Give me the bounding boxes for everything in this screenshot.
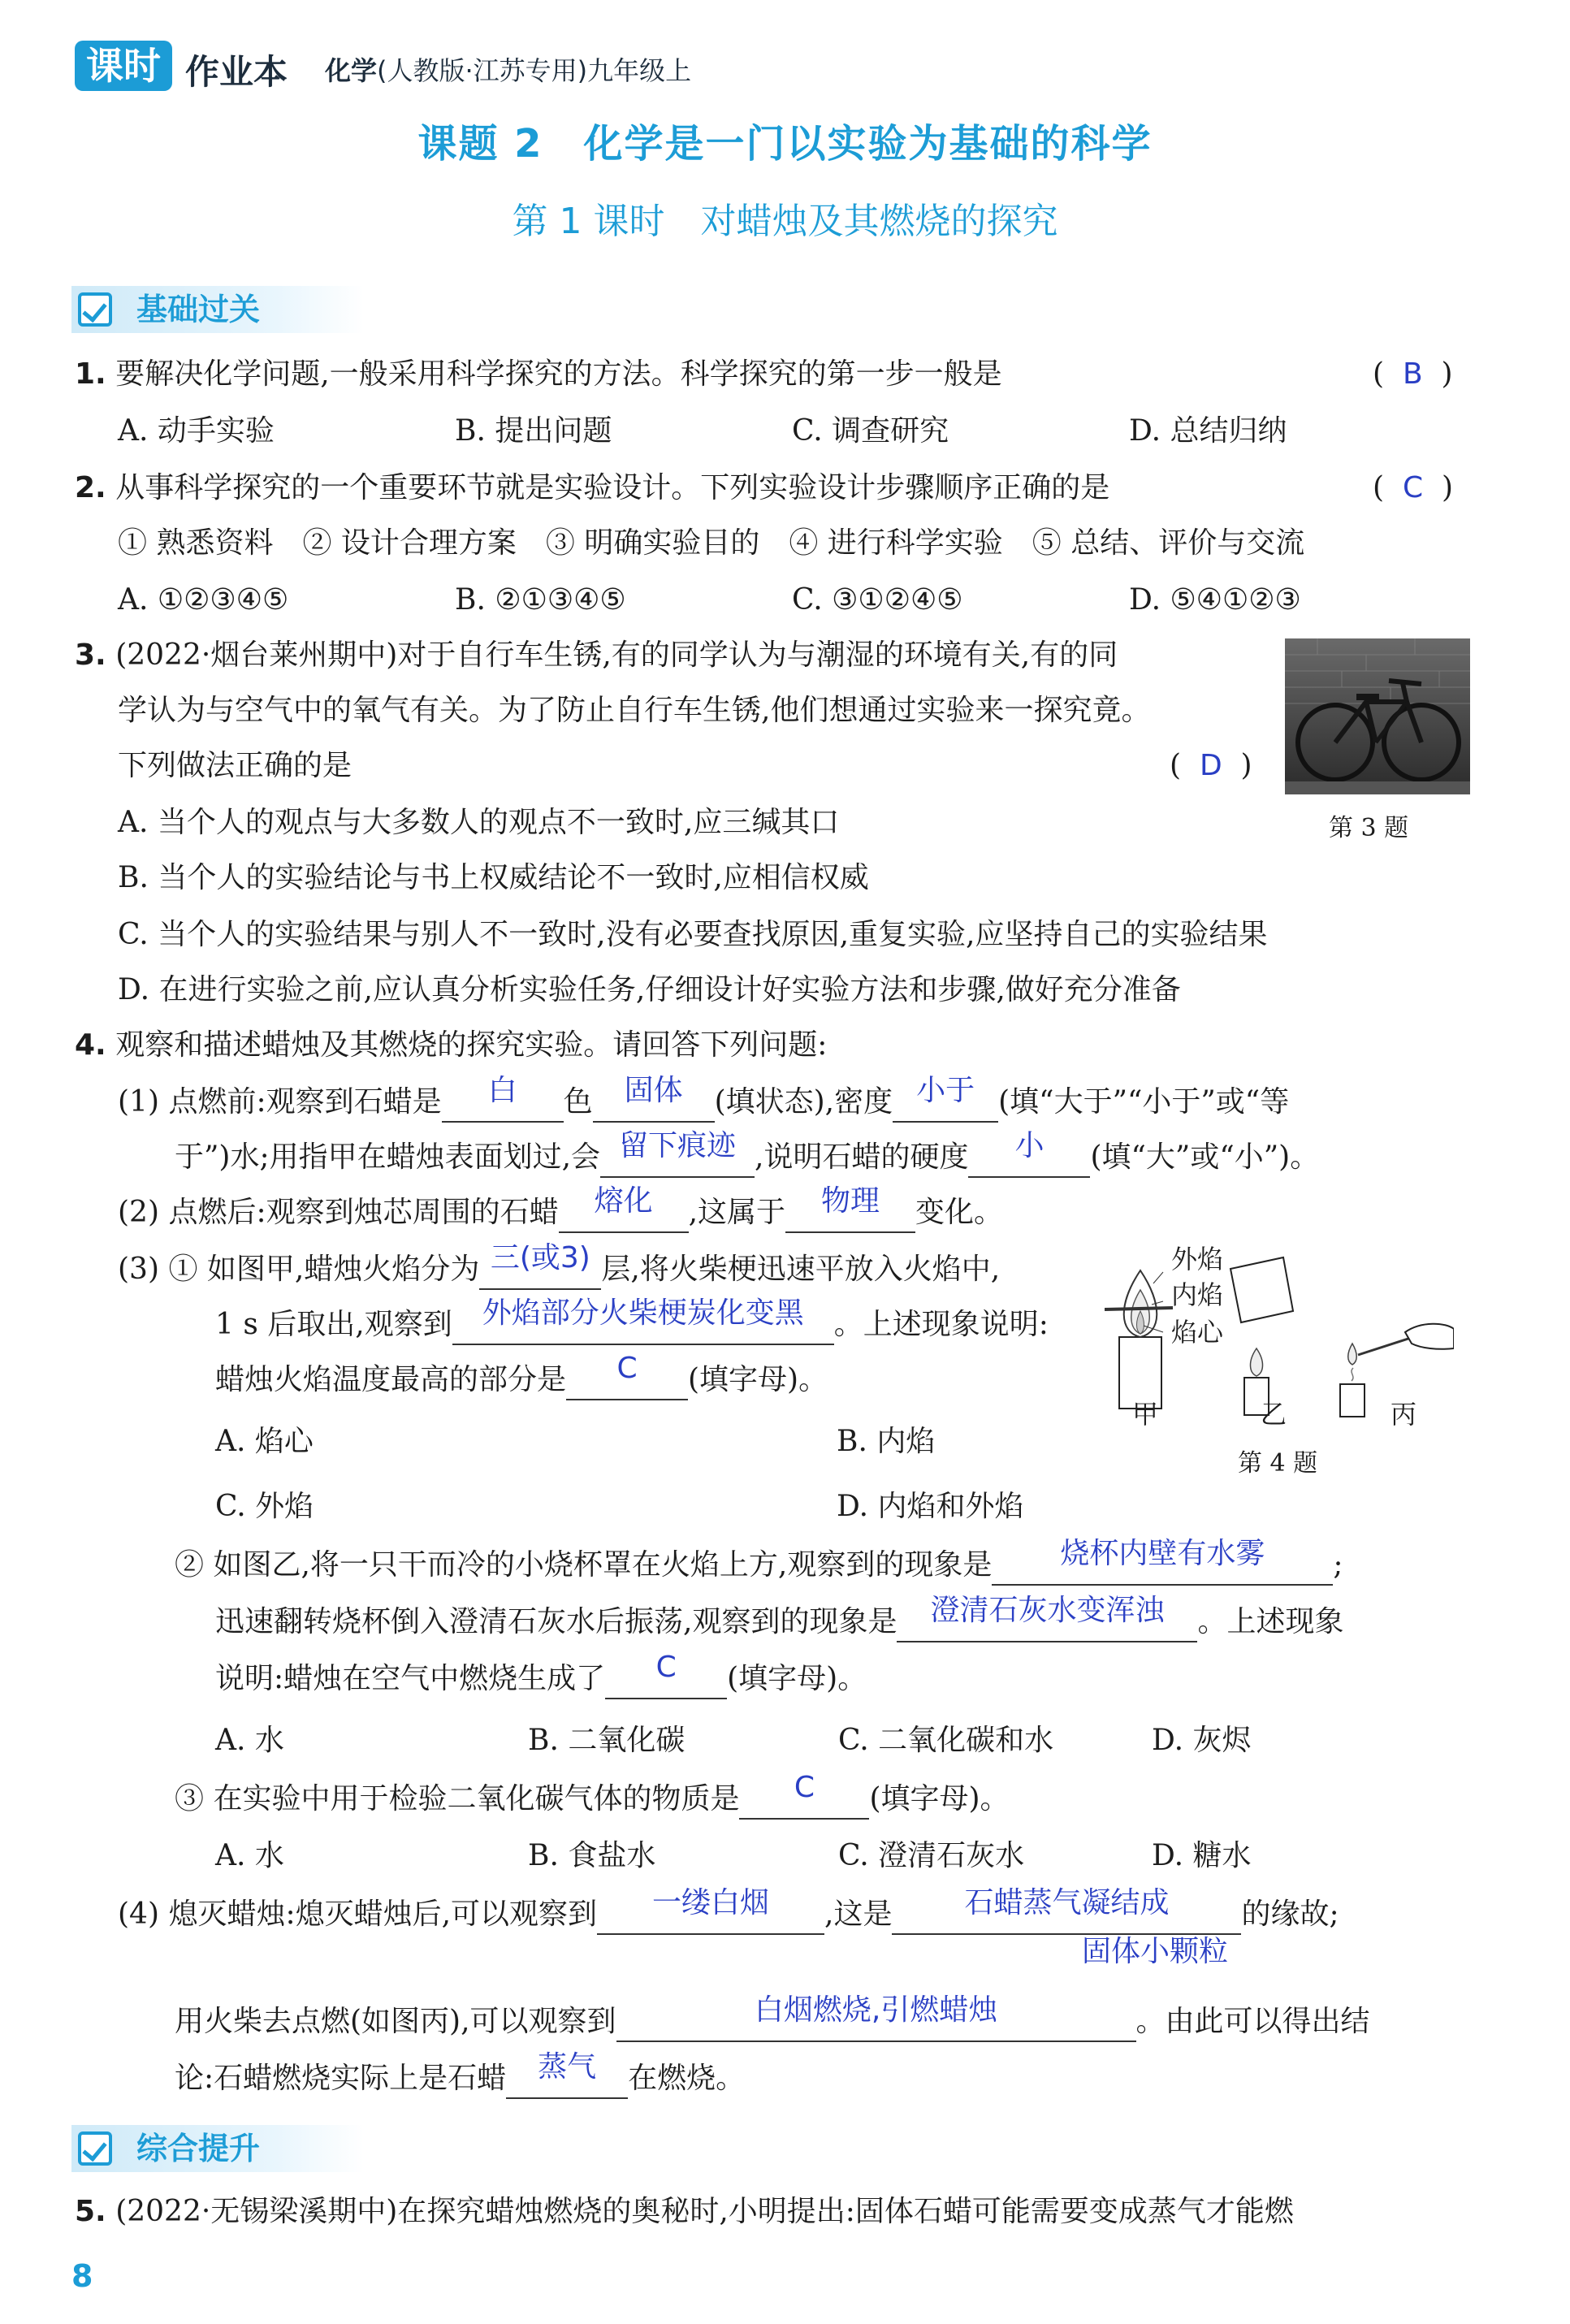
q4-part4-line1: (4) 熄灭蜡烛:熄灭蜡烛后,可以观察到 一缕白烟 ,这是 石蜡蒸气凝结成 的缘故;	[118, 1896, 1339, 1935]
q4-part4-line2: 用火柴去点燃(如图丙),可以观察到 白烟燃烧,引燃蜡烛 。由此可以得出结	[175, 2003, 1370, 2042]
q4-part3-line3: 蜡烛火焰温度最高的部分是 C (填字母)。	[215, 1361, 828, 1400]
q4-part2: (2) 点燃后:观察到烛芯周围的石蜡 熔化 ,这属于 物理 变化。	[118, 1194, 1003, 1233]
q4-part3-line2: 1 s 后取出,观察到 外焰部分火柴梗炭化变黑 。上述现象说明:	[215, 1306, 1049, 1345]
q5-stem: 5. (2022·无锡梁溪期中)在探究蜡烛燃烧的奥秘时,小明提出:固体石蜡可能需要变成蒸气才能燃	[75, 2195, 1294, 2228]
q4-stem: 4. 观察和描述蜡烛及其燃烧的探究实验。请回答下列问题:	[75, 1028, 828, 1062]
q1-answer-paren: ( B )	[1373, 357, 1453, 391]
q2-answer-paren: ( C )	[1373, 471, 1454, 504]
q4-part3-option-d: D. 内焰和外焰	[837, 1490, 1024, 1523]
section-basic-header: 基础过关	[71, 286, 364, 333]
fig-label-outer-flame: 外焰	[1171, 1244, 1224, 1275]
q4-part4-line3: 论:石蜡燃烧实际上是石蜡 蒸气 在燃烧。	[175, 2060, 745, 2099]
q3-stem-line1: 3. (2022·烟台莱州期中)对于自行车生锈,有的同学认为与潮湿的环境有关,有的同	[75, 638, 1118, 672]
q4-part3b-line1: ② 如图乙,将一只干而冷的小烧杯罩在火焰上方,观察到的现象是 烧杯内壁有水雾 ;	[175, 1547, 1343, 1586]
lesson-subtitle: 第 1 课时 对蜡烛及其燃烧的探究	[512, 201, 1058, 242]
q1-option-b: B. 提出问题	[455, 414, 612, 448]
q3-stem-line2: 学认为与空气中的氧气有关。为了防止自行车生锈,他们想通过实验来一探究竟。	[118, 694, 1151, 727]
page-number: 8	[71, 2258, 93, 2294]
q4-part3b-line3: 说明:蜡烛在空气中燃烧生成了 C (填字母)。	[215, 1660, 867, 1699]
q4-part1-line1: (1) 点燃前:观察到石蜡是 白 色 固体 (填状态),密度 小于 (填“大于”“小于”或“等	[118, 1084, 1289, 1123]
q4-part3b-option-a: A. 水	[215, 1724, 284, 1757]
q4-part3c-option-d: D. 糖水	[1152, 1839, 1252, 1872]
q3-option-a: A. 当个人的观点与大多数人的观点不一致时,应三缄其口	[118, 806, 840, 839]
q4-part1-line2: 于”)水;用指甲在蜡烛表面划过,会 留下痕迹 ,说明石蜡的硬度 小 (填“大”或“小”)。	[175, 1139, 1319, 1178]
q4-part3-option-c: C. 外焰	[215, 1490, 314, 1523]
fig-label-inner-flame: 内焰	[1171, 1279, 1224, 1310]
q4-part3b-option-b: B. 二氧化碳	[528, 1724, 686, 1757]
logo-text: 作业本	[185, 52, 288, 92]
candle-jia-icon	[1105, 1270, 1173, 1409]
lesson-title: 课题 2 化学是一门以实验为基础的科学	[417, 121, 1153, 167]
checkbox-icon	[78, 292, 112, 327]
fig-label-flame-core: 焰心	[1171, 1317, 1224, 1348]
q3-option-d: D. 在进行实验之前,应认真分析实验任务,仔细设计好实验方法和步骤,做好充分准备	[118, 973, 1181, 1006]
q4-part4-answer2-cont: 固体小颗粒	[1082, 1935, 1229, 1968]
section-advanced-header: 综合提升	[71, 2125, 364, 2172]
q3-stem-line3: 下列做法正确的是	[118, 749, 352, 782]
q2-steps: ① 熟悉资料 ② 设计合理方案 ③ 明确实验目的 ④ 进行科学实验 ⑤ 总结、评价与交流	[118, 526, 1305, 560]
q2-stem: 2. 从事科学探究的一个重要环节就是实验设计。下列实验设计步骤顺序正确的是	[75, 471, 1110, 504]
q4-part3b-line2: 迅速翻转烧杯倒入澄清石灰水后振荡,观察到的现象是 澄清石灰水变浑浊 。上述现象	[215, 1603, 1343, 1642]
q4-part3c-option-b: B. 食盐水	[528, 1839, 656, 1872]
q4-part3b-option-c: C. 二氧化碳和水	[838, 1724, 1054, 1757]
q1-stem: 1. 要解决化学问题,一般采用科学探究的方法。科学探究的第一步一般是	[75, 357, 1002, 391]
q4-figure-caption: 第 4 题	[1238, 1449, 1318, 1478]
q2-option-c: C. ③①②④⑤	[792, 583, 963, 617]
q3-option-c: C. 当个人的实验结果与别人不一致时,没有必要查找原因,重复实验,应坚持自己的实验结果	[118, 918, 1268, 951]
pencil-icon	[78, 2131, 112, 2166]
q4-part3c-line: ③ 在实验中用于检验二氧化碳气体的物质是 C (填字母)。	[175, 1781, 1010, 1820]
fig-label-jia: 甲	[1132, 1399, 1159, 1430]
q2-option-a: A. ①②③④⑤	[118, 583, 289, 617]
q4-part3-line1: (3) ① 如图甲,蜡烛火焰分为 三(或3) 层,将火柴梗迅速平放入火焰中,	[118, 1251, 1000, 1290]
q2-option-d: D. ⑤④①②③	[1129, 583, 1301, 617]
q4-part3b-option-d: D. 灰烬	[1152, 1724, 1252, 1757]
q1-option-a: A. 动手实验	[118, 414, 275, 448]
logo-badge: 课时	[75, 41, 172, 91]
fig-label-bing: 丙	[1391, 1399, 1417, 1430]
q3-answer-paren: ( D )	[1170, 749, 1252, 782]
q3-option-b: B. 当个人的实验结论与书上权威结论不一致时,应相信权威	[118, 861, 869, 894]
subject-line: 化学(人教版·江苏专用)九年级上	[325, 55, 692, 86]
q4-part3c-option-a: A. 水	[215, 1839, 284, 1872]
q4-part3c-option-c: C. 澄清石灰水	[838, 1839, 1025, 1872]
bicycle-photo	[1285, 638, 1470, 794]
q4-part3-option-b: B. 内焰	[837, 1425, 936, 1458]
q1-option-d: D. 总结归纳	[1129, 414, 1287, 448]
q1-option-c: C. 调查研究	[792, 414, 949, 448]
candle-yi-icon	[1230, 1257, 1293, 1415]
q4-part3-option-a: A. 焰心	[215, 1425, 314, 1458]
fig-label-yi: 乙	[1261, 1399, 1287, 1430]
q2-option-b: B. ②①③④⑤	[455, 583, 626, 617]
q3-figure-caption: 第 3 题	[1329, 814, 1409, 842]
